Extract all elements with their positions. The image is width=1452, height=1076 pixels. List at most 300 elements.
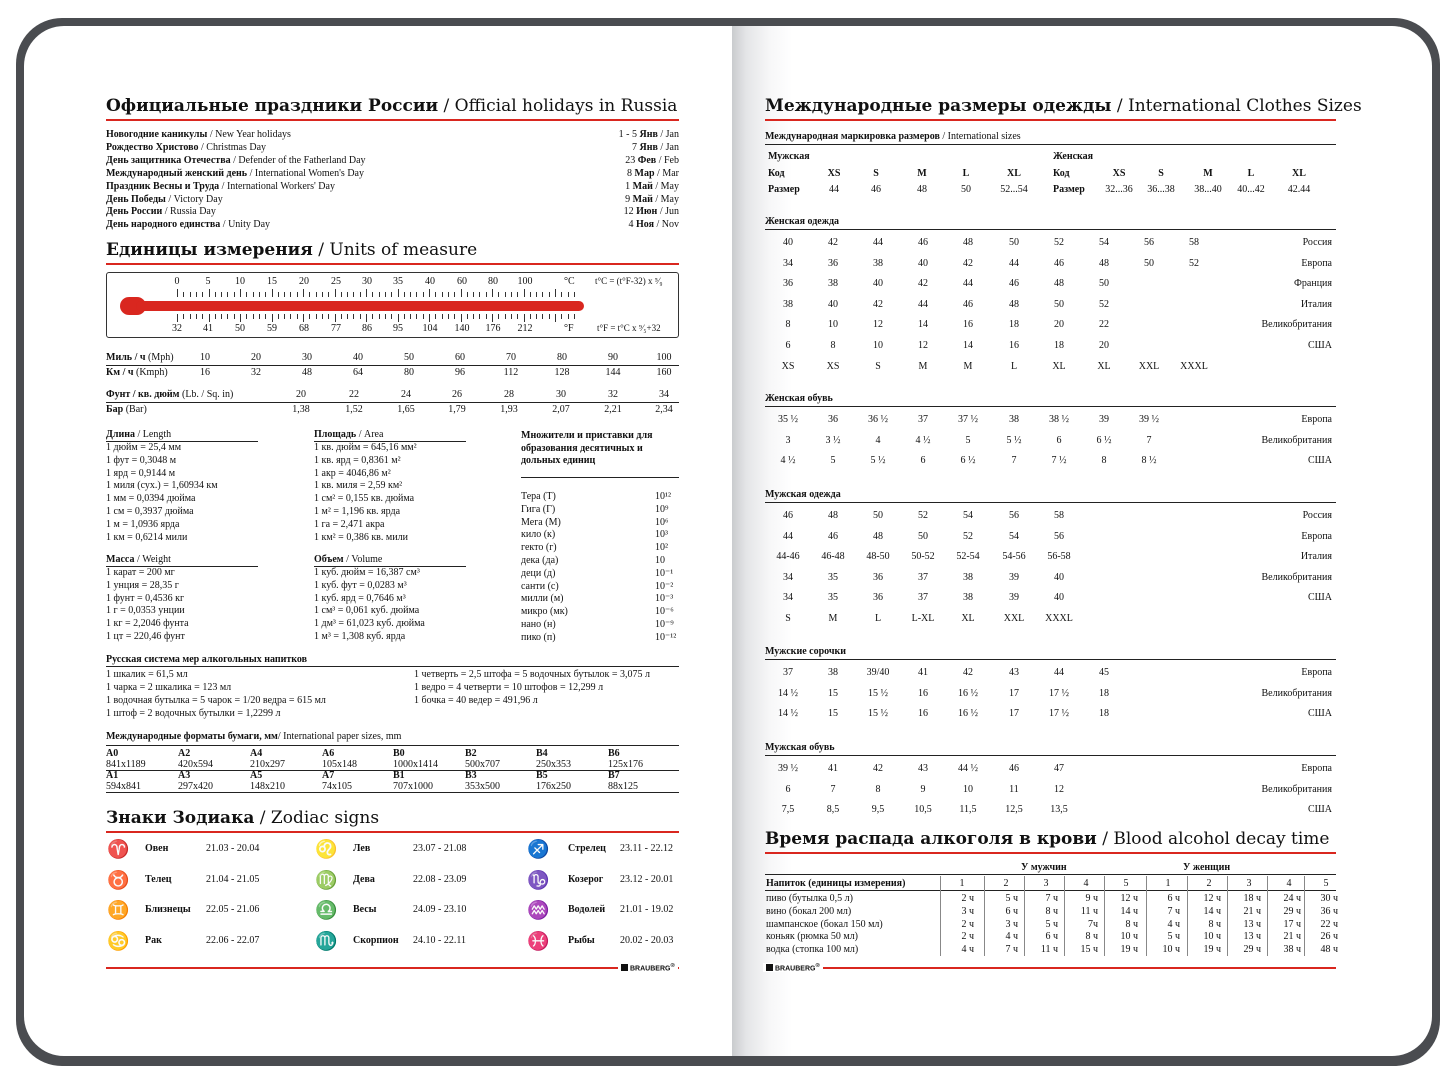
- tick-bottom: [328, 314, 329, 319]
- intl-title: Международная маркировка размеров / International sizes: [765, 131, 1021, 142]
- conversion-row: 1 км² = 0,386 кв. мили: [314, 531, 408, 543]
- decay-value: 8 ч: [1045, 905, 1058, 917]
- size-cell: 41: [918, 667, 928, 678]
- decay-col-number: 1: [1165, 878, 1171, 889]
- country-label: Европа: [1301, 763, 1332, 774]
- celsius-label: 30: [362, 276, 372, 287]
- size-cell: 5 ½: [1006, 434, 1022, 446]
- tick-bottom: [353, 314, 354, 319]
- drink-name: пиво (бутылка 0,5 л): [766, 893, 853, 904]
- alcohol-measures-title: Русская система мер алкогольных напитков: [106, 654, 308, 665]
- size-cell: 44: [783, 530, 793, 542]
- decay-value: 2 ч: [961, 893, 974, 904]
- size-cell: 40: [918, 257, 928, 269]
- women-code: S: [1158, 168, 1164, 179]
- size-cell: 36: [873, 592, 883, 604]
- decay-value: 7 ч: [1167, 905, 1180, 917]
- size-cell: 37: [918, 592, 928, 604]
- prefix-value: 10⁻⁶: [655, 606, 674, 618]
- size-cell: 12,5: [1005, 804, 1023, 816]
- tick-top: [555, 289, 556, 297]
- size-cell: 58: [1054, 510, 1064, 521]
- size-cell: 43: [918, 763, 928, 774]
- holiday-day: 1 - 5: [618, 129, 640, 140]
- celsius-label: 80: [488, 276, 498, 287]
- holiday-name: День защитника Отечества / Defender of the Fatherland Day: [106, 154, 366, 166]
- bar-value: 2,07: [552, 404, 570, 415]
- prefix-value: 10⁶: [655, 516, 669, 528]
- holiday-month-ru: Янв: [639, 141, 658, 153]
- size-cell: 52-54: [956, 551, 980, 563]
- bar-value: 1,38: [292, 404, 310, 415]
- size-cell: L: [1010, 360, 1018, 372]
- size-cell: 16: [1009, 340, 1019, 351]
- fahrenheit-label: 95: [393, 323, 403, 334]
- size-cell: XXXL: [1045, 613, 1073, 624]
- tick-bottom: [196, 314, 197, 319]
- zodiac-dates: 24.09 - 23.10: [413, 904, 467, 915]
- country-label: США: [1308, 804, 1332, 816]
- tick-top: [240, 289, 241, 297]
- tick-top: [511, 292, 512, 297]
- holiday-ru: День России: [106, 206, 163, 218]
- holiday-date: 7 Янв / Jan: [631, 141, 679, 153]
- decay-value: 4 ч: [1005, 931, 1018, 943]
- tick-top: [259, 292, 260, 297]
- country-label: США: [1308, 708, 1332, 720]
- tick-bottom: [303, 314, 304, 322]
- zodiac-dates: 21.04 - 21.05: [206, 873, 260, 885]
- bar-value: 1,52: [345, 404, 363, 415]
- tick-bottom: [234, 314, 235, 319]
- tick-top: [429, 289, 430, 297]
- section-title-womens_shoes: Женская обувь: [765, 393, 833, 404]
- mph-value: 80: [557, 352, 567, 363]
- tick-bottom: [524, 314, 525, 322]
- tick-top: [454, 292, 455, 297]
- country-label: Россия: [1302, 237, 1332, 248]
- men-code: L: [962, 168, 970, 179]
- men-code: XS: [827, 168, 841, 179]
- psi-value: 32: [608, 389, 618, 400]
- paper-name: B3: [465, 770, 477, 781]
- size-cell: 15: [828, 687, 838, 699]
- drink-name: шампанское (бокал 150 мл): [766, 918, 883, 930]
- holiday-day: 23: [625, 154, 638, 166]
- libra-icon: ♎: [315, 900, 338, 920]
- tick-top: [227, 292, 228, 297]
- holiday-day: 4: [628, 219, 636, 231]
- tick-top: [265, 292, 266, 297]
- prefix-value: 10¹²: [655, 491, 671, 502]
- tick-bottom: [272, 314, 273, 322]
- tick-top: [196, 292, 197, 297]
- drink-name: водка (стопка 100 мл): [766, 944, 859, 956]
- pisces-icon: ♓: [527, 930, 550, 951]
- celsius-unit: °C: [564, 276, 575, 287]
- tick-top: [385, 292, 386, 297]
- decay-value: 6 ч: [1167, 893, 1180, 904]
- size-cell: M: [963, 360, 973, 372]
- paper-name: A3: [178, 770, 191, 781]
- zodiac-dates: 22.05 - 21.06: [206, 904, 260, 915]
- tick-top: [524, 289, 525, 297]
- conversion-row: 1 см² = 0,155 кв. дюйма: [314, 493, 415, 505]
- paper-name: B4: [536, 748, 548, 759]
- holiday-en: New Year holidays: [215, 129, 291, 140]
- tick-bottom: [290, 314, 291, 319]
- drink-header: Напиток (единицы измерения): [766, 878, 906, 889]
- size-cell: XL: [961, 613, 975, 624]
- holiday-day: 8: [627, 167, 635, 179]
- decay-value: 2 ч: [961, 931, 974, 943]
- decay-value: 24 ч: [1283, 893, 1301, 904]
- tick-top: [215, 292, 216, 297]
- conversion-row: 1 унция = 28,35 г: [106, 579, 179, 591]
- tick-bottom: [467, 314, 468, 319]
- alcohol-measure-row: 1 водочная бутылка = 5 чарок = 1/20 ведра = 615 мл: [106, 694, 326, 706]
- decay-value: 14 ч: [1120, 905, 1138, 917]
- size-cell: 48: [1009, 298, 1019, 310]
- holiday-name: Праздник Весны и Труда / International Workers' Day: [106, 180, 335, 192]
- tick-top: [316, 292, 317, 297]
- tick-bottom: [448, 314, 449, 319]
- size-cell: 6 ½: [1096, 434, 1112, 446]
- tick-top: [328, 292, 329, 297]
- holiday-date: 4 Ноя / Nov: [628, 219, 679, 231]
- left-footer-line: [106, 967, 679, 969]
- size-cell: 5 ½: [870, 455, 886, 467]
- size-cell: 7: [830, 783, 836, 795]
- zodiac-name: Рыбы: [568, 934, 595, 946]
- tick-top: [410, 292, 411, 297]
- paper-size: 88x125: [608, 781, 638, 792]
- tick-top: [322, 292, 323, 297]
- tick-bottom: [309, 314, 310, 319]
- tick-top: [278, 292, 279, 297]
- scorpio-icon: ♏: [315, 930, 338, 951]
- size-cell: 7,5: [781, 804, 795, 816]
- fahrenheit-label: 104: [422, 323, 438, 334]
- size-cell: 39: [1009, 592, 1019, 604]
- tick-bottom: [341, 314, 342, 319]
- tick-bottom: [297, 314, 298, 319]
- size-cell: 17: [1009, 687, 1019, 699]
- holiday-ru: День народного единства: [106, 219, 221, 231]
- conversion-row: 1 дюйм = 25,4 мм: [106, 442, 182, 453]
- decay-value: 48 ч: [1320, 944, 1338, 956]
- fahrenheit-label: 212: [517, 323, 533, 334]
- size-cell: 6: [1056, 434, 1062, 446]
- country-label: Россия: [1302, 510, 1332, 521]
- size-cell: 35: [828, 571, 838, 583]
- country-label: Великобритания: [1261, 783, 1332, 795]
- kmh-value: 112: [503, 367, 519, 378]
- thermometer-bar: [136, 301, 584, 311]
- celsius-label: 60: [457, 276, 467, 287]
- celsius-label: 100: [517, 276, 533, 287]
- size-cell: 54: [963, 510, 973, 521]
- tick-top: [190, 292, 191, 297]
- size-cell: 10,5: [914, 804, 932, 816]
- men-code-label: Код: [768, 168, 785, 179]
- size-cell: 50: [1144, 257, 1154, 269]
- celsius-label: 40: [425, 276, 435, 287]
- mph-value: 50: [404, 352, 414, 363]
- tick-top: [221, 292, 222, 297]
- fahrenheit-label: 140: [454, 323, 470, 334]
- tick-top: [183, 292, 184, 297]
- size-cell: 47: [1054, 763, 1064, 774]
- women-code-label: Код: [1053, 168, 1070, 179]
- prefix-name: кило (к): [521, 529, 556, 541]
- size-cell: 37 ½: [958, 414, 978, 425]
- men-code: XL: [1007, 168, 1021, 179]
- tick-bottom: [549, 314, 550, 319]
- zodiac-name: Телец: [145, 873, 172, 885]
- kmh-value: 16: [200, 367, 210, 378]
- zodiac-name: Водолей: [568, 904, 606, 915]
- tick-top: [479, 292, 480, 297]
- size-cell: 5: [965, 434, 971, 446]
- prefix-name: дека (да): [521, 555, 559, 566]
- holidays-title: Официальные праздники России / Official holidays in Russia: [106, 96, 679, 121]
- prefix-value: 10⁻²: [655, 580, 674, 592]
- women-size: 32...36: [1105, 184, 1133, 195]
- prefix-value: 10²: [655, 542, 668, 554]
- tick-bottom: [265, 314, 266, 319]
- aries-icon: ♈: [107, 839, 130, 859]
- size-cell: 16: [918, 687, 928, 699]
- tick-bottom: [183, 314, 184, 319]
- size-cell: 42: [873, 763, 883, 774]
- size-cell: 38: [873, 257, 883, 269]
- tick-top: [309, 292, 310, 297]
- size-cell: 42: [828, 237, 838, 248]
- conversion-row: 1 м³ = 1,308 куб. ярда: [314, 631, 406, 642]
- mph-label: [106, 353, 174, 363]
- tick-bottom: [511, 314, 512, 319]
- size-cell: 12: [873, 319, 883, 331]
- paper-name: B1: [393, 770, 405, 781]
- tick-top: [486, 292, 487, 297]
- prefix-name: санти (с): [521, 580, 559, 592]
- conversion-row: 1 куб. дюйм = 16,387 см³: [314, 567, 420, 578]
- size-cell: 20: [1054, 319, 1064, 331]
- tick-top: [498, 292, 499, 297]
- holiday-day: 1: [625, 180, 633, 192]
- section-underline: [765, 406, 1336, 407]
- kmh-value: 48: [302, 367, 312, 378]
- size-cell: 4 ½: [915, 434, 931, 446]
- size-cell: 48: [963, 237, 973, 248]
- intl-ru: Международная маркировка размеров: [765, 131, 940, 142]
- mph-ru: Миль / ч: [106, 352, 146, 363]
- size-cell: 22: [1099, 319, 1109, 331]
- block-title-area: Площадь / Area: [314, 429, 384, 440]
- celsius-label: 5: [205, 276, 211, 287]
- women-code: XL: [1292, 168, 1306, 179]
- tick-bottom: [517, 314, 518, 319]
- men-header: У мужчин: [1021, 862, 1067, 873]
- decay-value: 29 ч: [1283, 905, 1301, 917]
- tick-top: [177, 289, 178, 297]
- zodiac-name: Дева: [353, 873, 375, 885]
- virgo-icon: ♍: [315, 869, 338, 890]
- decay-col-divider: [1024, 876, 1025, 956]
- size-cell: 6: [785, 340, 791, 351]
- tick-bottom: [316, 314, 317, 319]
- size-cell: 50-52: [911, 551, 935, 563]
- decay-value: 36 ч: [1320, 905, 1338, 917]
- conversion-row: 1 цт = 220,46 фунт: [106, 631, 185, 642]
- fahrenheit-label: 86: [362, 323, 372, 334]
- decay-col-number: 4: [1286, 878, 1292, 889]
- alcohol-measure-row: 1 ведро = 4 четверти = 10 штофов = 12,299 л: [414, 681, 604, 693]
- size-cell: 34: [783, 571, 793, 583]
- size-cell: XXXL: [1180, 360, 1208, 372]
- paper-name: A0: [106, 748, 119, 759]
- tick-top: [290, 292, 291, 297]
- prefix-value: 10⁹: [655, 503, 669, 515]
- holiday-month-en: Nov: [661, 219, 679, 231]
- holiday-month-en: Jan: [665, 129, 679, 140]
- zodiac-name: Рак: [145, 934, 162, 946]
- paper-size: 594x841: [106, 781, 141, 792]
- size-cell: XXL: [1138, 360, 1160, 372]
- psi-value: 28: [504, 389, 514, 400]
- holiday-date: 1 - 5 Янв / Jan: [618, 129, 679, 140]
- decay-value: 11 ч: [1040, 944, 1058, 956]
- size-cell: 17 ½: [1049, 708, 1069, 720]
- intl-en: International sizes: [947, 131, 1021, 142]
- size-cell: 46: [918, 237, 928, 248]
- conversion-row: 1 акр = 4046,86 м²: [314, 467, 391, 479]
- mph-value: 70: [506, 352, 516, 363]
- holiday-date: 8 Мар / Mar: [627, 167, 679, 179]
- size-cell: 37: [783, 667, 793, 678]
- size-cell: 8: [875, 783, 881, 795]
- block-title-mass: Масса / Weight: [106, 554, 171, 565]
- decay-value: 21 ч: [1243, 905, 1261, 917]
- prefixes-title: Множители и приставки для образования десятичных и дольных единиц: [521, 430, 653, 466]
- tick-top: [435, 292, 436, 297]
- size-cell: 5: [830, 455, 836, 467]
- size-cell: 9: [920, 783, 926, 795]
- section-title-womens_clothing: Женская одежда: [765, 216, 840, 227]
- tick-top: [202, 292, 203, 297]
- paper-name: A1: [106, 770, 119, 781]
- tick-top: [517, 292, 518, 297]
- kmh-value: 96: [455, 367, 465, 378]
- tick-top: [347, 292, 348, 297]
- celsius-formula: t°C = (t°F-32) x ⁵⁄₉: [595, 276, 663, 286]
- prefix-name: гекто (г): [521, 542, 557, 554]
- holiday-month-ru: Фев: [637, 154, 657, 166]
- size-cell: 38: [963, 592, 973, 604]
- kmh-en: (Kmph): [135, 367, 168, 378]
- country-label: Европа: [1301, 257, 1332, 269]
- men-label: Мужская: [768, 151, 810, 162]
- holiday-month-ru: Мар: [634, 167, 655, 179]
- size-cell: 14: [963, 340, 973, 351]
- zodiac-dates: 23.11 - 22.12: [620, 843, 673, 854]
- women-code: L: [1247, 168, 1255, 179]
- celsius-label: 10: [235, 276, 245, 287]
- paper-name: B0: [393, 748, 405, 759]
- tick-top: [341, 292, 342, 297]
- tick-bottom: [240, 314, 241, 322]
- size-cell: 8 ½: [1141, 455, 1157, 467]
- decay-value: 3 ч: [1005, 918, 1018, 930]
- paper-size: 420x594: [178, 759, 213, 770]
- decay-value: 13 ч: [1243, 931, 1261, 943]
- tick-bottom: [555, 314, 556, 322]
- tick-bottom: [461, 314, 462, 322]
- decay-value: 21 ч: [1283, 931, 1301, 943]
- prefix-value: 10³: [655, 529, 668, 541]
- country-label: Великобритания: [1261, 571, 1332, 583]
- size-cell: 20: [1099, 340, 1109, 351]
- tick-bottom: [530, 314, 531, 319]
- paper-underline: [106, 745, 679, 746]
- decay-value: 6 ч: [1045, 931, 1058, 943]
- holiday-en: International Women's Day: [254, 167, 364, 179]
- size-cell: 7 ½: [1051, 455, 1067, 467]
- size-cell: 16: [918, 708, 928, 720]
- tick-bottom: [479, 314, 480, 319]
- paper-size: 148x210: [250, 781, 285, 792]
- size-cell: 44-46: [776, 551, 800, 563]
- tick-bottom: [366, 314, 367, 322]
- decay-col-number: 4: [1083, 878, 1089, 889]
- size-cell: 46: [783, 510, 793, 521]
- bar-value: 1,93: [500, 404, 518, 415]
- size-cell: 8: [785, 319, 791, 331]
- size-cell: 16: [963, 319, 973, 331]
- holiday-ru: День Победы: [106, 193, 166, 205]
- size-cell: 36: [783, 278, 793, 290]
- decay-col-number: 3: [1246, 878, 1252, 889]
- psi-value: 22: [349, 389, 359, 400]
- decay-value: 17 ч: [1283, 918, 1301, 930]
- country-label: Европа: [1301, 667, 1332, 678]
- prefixes-underline: [521, 477, 679, 478]
- decay-value: 14 ч: [1203, 905, 1221, 917]
- paper-size: 841x1189: [106, 759, 146, 770]
- size-cell: 56: [1054, 530, 1064, 542]
- size-cell: 38: [1009, 414, 1019, 425]
- size-cell: 50: [1099, 278, 1109, 290]
- country-label: Великобритания: [1261, 434, 1332, 446]
- conversion-row: 1 ярд = 0,9144 м: [106, 467, 176, 479]
- tick-top: [574, 292, 575, 297]
- tick-top: [209, 289, 210, 297]
- decay-col-divider: [940, 876, 941, 956]
- mph-value: 10: [200, 352, 210, 363]
- decay-value: 30 ч: [1320, 893, 1338, 904]
- decay-value: 19 ч: [1203, 944, 1221, 956]
- size-cell: L-XL: [911, 613, 935, 624]
- decay-col-divider: [1064, 876, 1065, 956]
- mph-value: 40: [353, 352, 363, 363]
- tick-top: [467, 292, 468, 297]
- tick-bottom: [322, 314, 323, 319]
- speed-divider: [106, 365, 679, 366]
- tick-bottom: [259, 314, 260, 319]
- size-cell: 50: [918, 530, 928, 542]
- alcohol-measure-row: 1 четверть = 2,5 штофа = 5 водочных бутылок = 3,075 л: [414, 669, 650, 680]
